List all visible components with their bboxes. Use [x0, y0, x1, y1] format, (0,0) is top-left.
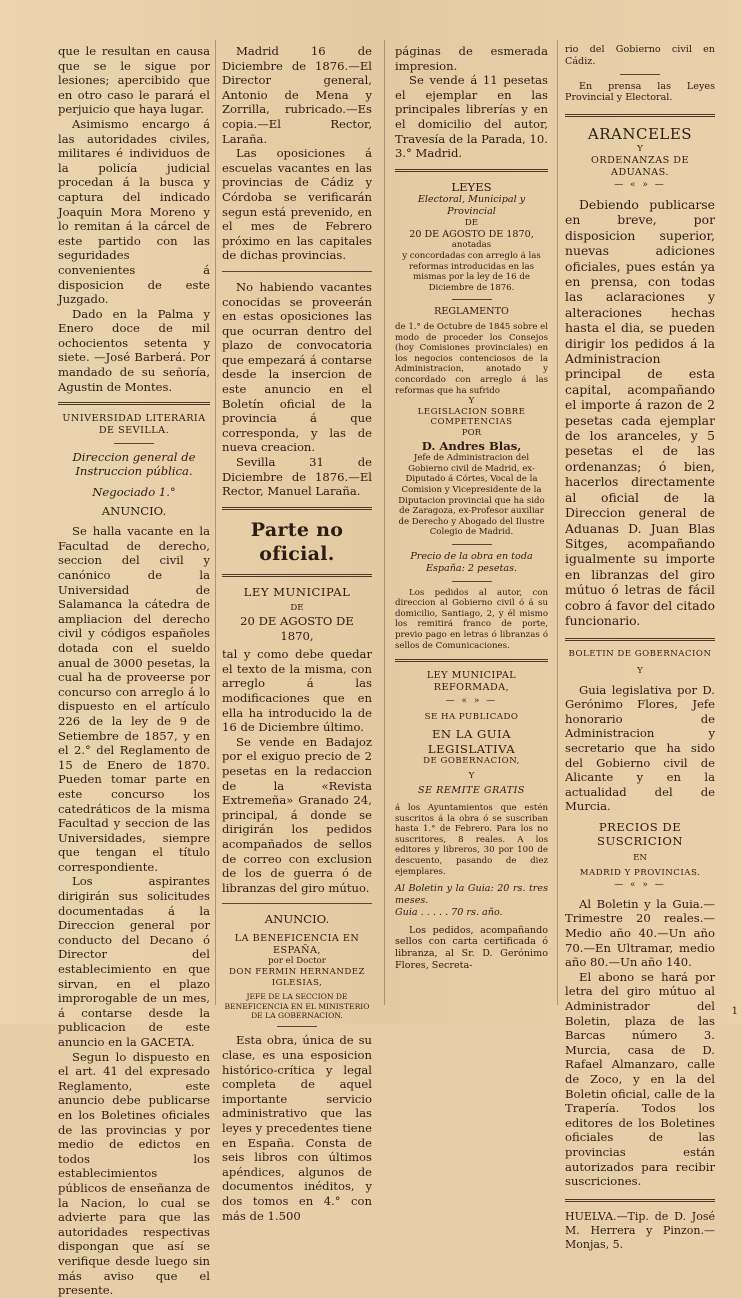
heading: SE REMITE GRATIS [418, 785, 525, 797]
short-rule [620, 74, 660, 75]
page-number: 1 [731, 1006, 738, 1017]
announcement-title: ANUNCIO. [101, 503, 167, 518]
ornament: — « » — [614, 880, 666, 891]
column-divider [557, 40, 558, 1005]
paragraph: Debiendo publicarse en breve, por disposicion superior, nuevas adiciones oficiales, pues están ya en prensa, con todas las aclaraciones y alteraciones hechas hasta el dia, se pueden dirigir los pedidos á la Administracion principal de esta capital, acompañando el importe á razon de 2 pesetas cada ejemplar de los aranceles, y 5 pesetas el de las ordenanzas; ó bien, hacerlos directamente al oficial de la Direccion general de Aduanas D. Juan Blas Sitges, acompañando igualmente su importe en libranzas del giro mútuo ó letras de fácil cobro á favor del citado funcionario. [565, 196, 715, 628]
short-rule [114, 443, 154, 444]
paragraph: Dado en la Palma y Enero doce de mil ochocientos setenta y siete. —José Barberá. Por mandado de su señoría, Agustin de Montes. [58, 306, 210, 394]
section-divider [222, 574, 372, 577]
heading-word: DE [290, 603, 304, 614]
column-4 [565, 44, 715, 1251]
paragraph: Sevilla 31 de Diciembre de 1876.—El Rector, Manuel Laraña. [222, 455, 372, 499]
heading-date: 20 DE AGOSTO DE 1870, [240, 614, 354, 643]
section-divider [58, 402, 210, 405]
short-rule [452, 299, 492, 300]
subheading: Direccion general de Instruccion pública. [72, 449, 196, 479]
heading: REGLAMENTO [434, 306, 509, 318]
paragraph: En prensa las Leyes Provincial y Electoral. [565, 80, 715, 104]
paragraph: Se vende á 11 pesetas el ejemplar en las principales librerías y en el domicilio del autor, Travesía de la Parada, 10. 3.° Madrid. [395, 73, 548, 161]
heading: LEGISLACION SOBRE COMPETENCIAS [417, 406, 526, 428]
heading: BOLETIN DE GOBERNACION [568, 649, 712, 660]
book-title: LA BENEFICENCIA EN ESPAÑA, [234, 932, 360, 956]
subheading: Electoral, Municipal y Provincial [417, 194, 526, 218]
section-divider [222, 507, 372, 510]
price-line: Al Boletin y la Guia: 20 rs. tres meses. [395, 883, 548, 907]
paragraph: Los aspirantes dirigirán sus solicitudes documentadas á la Direccion general por conducto del Decano ó Director del establecimiento en que sirvan, en el plazo improrogable de un mes, á contarse desde la publicacion de este anuncio en la GACETA. [58, 874, 210, 1049]
paragraph: á los Ayuntamientos que estén suscritos á la obra ó se suscriban hasta 1.° de Febrero. Para los no suscritores, 8 reales. A los editores y libreros, 30 por 100 de descuento, pasando de diez ejemplares. [395, 803, 548, 877]
imprint-footer: HUELVA.—Tip. de D. José M. Herrera y Pinzon.—Monjas, 5. [565, 1209, 715, 1251]
section-divider [395, 659, 548, 662]
heading: LEY MUNICIPAL REFORMADA, [426, 670, 517, 693]
heading-word: POR [461, 428, 482, 439]
section-divider [222, 903, 372, 904]
ornament: — « » — [614, 180, 666, 191]
subheading: Negociado 1.° [92, 485, 176, 500]
price-line: Precio de la obra en toda España: 2 pesetas. [410, 550, 533, 574]
paragraph: de 1.° de Octubre de 1845 sobre el modo de proceder los Consejos (hoy Comisiones provinciales) en los negocios contenciosos de la Administracion, anotado y concordado con arreglo á las reformas que ha sufrido [395, 322, 548, 396]
heading-word: anotadas [451, 240, 492, 251]
section-divider [565, 114, 715, 117]
paragraph: tal y como debe quedar el texto de la misma, con arreglo á las modificaciones que en ella ha introducido la de 16 de Diciembre último. [222, 647, 372, 735]
paragraph: Madrid 16 de Diciembre de 1876.—El Director general, Antonio de Mena y Zorrilla, rubricado.—Es copia.—El Rector, Laraña. [222, 44, 372, 146]
paragraph: Esta obra, única de su clase, es una esposicion histórico-crítica y legal completa de aquel importante servicio administrativo que las leyes y precedentes tiene en España. Consta de seis libros con últimos apéndices, algunos de documentos inéditos, y dos tomos en 4.° con más de 1.500 [222, 1033, 372, 1223]
paragraph: Al Boletin y la Guia.—Trimestre 20 reales.—Medio año 40.—Un año 70.—En Ultramar, medio año 80.—Un año 140. [565, 896, 715, 970]
author-name: DON FERMIN HERNANDEZ IGLESIAS, [229, 967, 365, 988]
paragraph: Los pedidos, acompañando sellos con carta certificada ó libranza, al Sr. D. Gerónimo Flores, Secreta- [395, 924, 548, 972]
section-banner: Parte no oficial. [250, 518, 344, 565]
ornament: — « » — [445, 695, 498, 706]
heading: ARANCELES [587, 125, 693, 144]
column-divider [384, 40, 385, 1005]
column-divider [215, 40, 216, 1005]
paragraph: que le resultan en causa que se le sigue por lesiones; apercibido que en otro caso le parará el perjuicio que haya lugar. [58, 44, 210, 117]
paragraph: Se vende en Badajoz por el exiguo precio de 2 pesetas en la redaccion de la «Revista Extremeña» Granado 24, principal, á donde se dirigirán los pedidos acompañados de sellos de correo con exclusion de los de guerra ó de libranzas del giro mútuo. [222, 734, 372, 895]
section-divider [395, 169, 548, 172]
heading: EN LA GUIA LEGISLATIVA [427, 726, 516, 756]
paragraph: Guia legislativa por D. Gerónimo Flores, Jefe honorario de Administracion y secretario que ha sido del Gobierno civil de Alicante y en la actualidad del de Murcia. [565, 682, 715, 814]
heading-word: EN [633, 853, 647, 864]
paragraph: páginas de esmerada impresion. [395, 44, 548, 73]
heading-word: Y [637, 144, 643, 155]
heading-date: 20 DE AGOSTO DE 1870, [409, 228, 534, 240]
section-divider [222, 271, 372, 272]
short-rule [452, 581, 492, 582]
heading-word: DE [464, 217, 479, 228]
short-rule [452, 544, 492, 545]
paragraph: Asimismo encargo á las autoridades civiles, militares é individuos de la policía judicial procedan á la busca y captura del indicado Joaquin Mora Moreno y lo remitan á la cárcel de este partido con las seguridades convenientes á disposicion de este Juzgado. [58, 116, 210, 307]
column-2 [222, 44, 372, 1223]
subheading: MADRID Y PROVINCIAS. [579, 867, 701, 878]
short-rule [277, 1026, 317, 1027]
paragraph: Se halla vacante en la Facultad de derecho, seccion del civil y canónico de la Universidad de Salamanca la cátedra de ampliacion del derecho civil y códigos españoles dotada con el sueldo anual de 3000 pesetas, la cual ha de proveerse por concurso con arreglo á lo dispuesto en el artículo 226 de la ley de 9 de Setiembre de 1857, y en el 2.° del Reglamento de 15 de Enero de 1870. Pueden tomar parte en este concurso los catedráticos de la misma Facultad y seccion de las Universidades, siempre que tengan el título correspondiente. [58, 524, 210, 874]
heading: LEYES [451, 179, 492, 194]
column-1 [58, 44, 210, 1298]
heading-word: Y [468, 770, 475, 781]
author-name: D. Andres Blas, [421, 438, 522, 453]
paragraph: Las oposiciones á escuelas vacantes en las provincias de Cádiz y Córdoba se verificarán segun está prevenido, en el mes de Febrero próximo en las capitales de dichas provincias. [222, 146, 372, 263]
heading: PRECIOS DE SUSCRICION [597, 819, 683, 849]
paragraph: Segun lo dispuesto en el art. 41 del expresado Reglamento, este anuncio debe publicarse en los Boletines oficiales de las provincias y por medio de edictos en todos los establecimientos públicos de enseñanza de la Nacion, lo cual se advierte para que las autoridades respectivas dispongan que así se verifique desde luego sin más aviso que el presente. [58, 1049, 210, 1298]
column-3 [395, 44, 548, 1004]
author-title: JEFE DE LA SECCION DE BENEFICENCIA EN EL MINISTERIO DE LA GOBERNACION. [224, 992, 370, 1021]
subheading: SE HA PUBLICADO [424, 712, 519, 723]
paragraph: rio del Gobierno civil en Cádiz. [565, 44, 715, 67]
section-divider [565, 1199, 715, 1202]
paragraph: No habiendo vacantes conocidas se proveerán en estas oposiciones las que ocurran dentro del plazo de convocatoria que empezará á contarse desde la insercion de este anuncio en el Boletín oficial de la provincia á que corresponda, y las de nueva creacion. [222, 279, 372, 455]
price-line: Guia . . . . . 70 rs. año. [395, 906, 503, 918]
paragraph: El abono se hará por letra del giro mútuo al Administrador del Boletin, plaza de las Barcas número 3. Murcia, casa de D. Rafael Almanzaro, calle de Zoco, y en la del Boletin oficial, calle de la Trapería. Todos los editores de los Boletines oficiales de las provincias están autorizados para recibir suscriciones. [565, 969, 715, 1189]
heading: ORDENANZAS DE ADUANAS. [591, 154, 689, 178]
paragraph: Los pedidos al autor, con direccion al Gobierno civil ó á su domicilio, Santiago, 2, y él mismo los remitirá franco de porte, previo pago en letras ó libranzas ó sellos de Comunicaciones. [395, 587, 548, 651]
byline: por el Doctor [268, 956, 326, 967]
heading-word: Y [637, 665, 643, 676]
heading-word: Y [468, 396, 475, 407]
paragraph: y concordadas con arreglo á las reformas introducidas en las mismas por la ley de 16 de Diciembre de 1876. [402, 250, 541, 293]
announcement-title: ANUNCIO. [264, 912, 330, 927]
section-divider [565, 638, 715, 641]
section-heading: UNIVERSIDAD LITERARIA DE SEVILLA. [62, 413, 206, 437]
subheading: DE GOBERNACION, [423, 756, 520, 767]
author-title: Jefe de Administracion del Gobierno civil de Madrid, ex-Diputado á Córtes, Vocal de la Comision y Vicepresidente de la Diputacion provincial que ha sido de Zaragoza, ex-Profesor auxiliar de Derecho y Abogado del Ilustre Colegio de Madrid. [398, 453, 545, 538]
heading: LEY MUNICIPAL [243, 584, 351, 599]
